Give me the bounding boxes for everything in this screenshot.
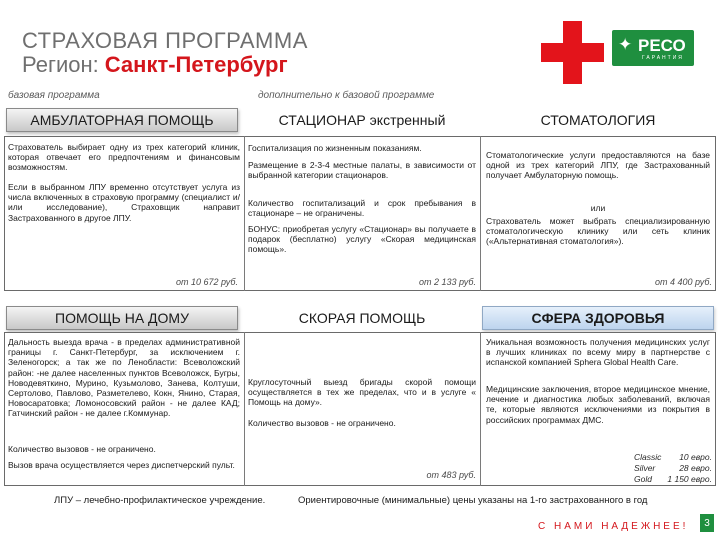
hospital-text-1: Госпитализация по жизненным показаниям. [248,143,422,153]
dentistry-text-1: Стоматологические услуги предоставляются на базе одной из трех категорий ЛПУ, где Застрахованный получает Амбулаторную помощь. [486,150,710,181]
region-city: Санкт-Петербург [104,52,288,77]
dentistry-text-2: Страхователь может выбрать специализированную стоматологическую клинику или сеть клиник («Альтернативная стоматология»). [486,216,710,247]
ambulatory-text-2: Если в выбранном ЛПУ временно отсутствует услуга из числа включенных в страховую программу (специалист и/или исследование), Страховщик направит Застрахованного в другое ЛПУ. [8,182,240,223]
tier-price: 1 150 евро. [667,474,712,484]
tier-price: 10 евро. [679,452,712,462]
home-care-text-1: Дальность выезда врача - в пределах административной границы г. Санкт-Петербург, за исключением г. Зеленогорск; а так же по Ленобласти: Всеволожский район: -не далее населенных пунктов Всеволожск, Бугры, Новодевяткино, Мурино, Кузьмолово, Занева, Колтуши, Сертолово, Павлово, Разметелево, Кокн, Янино, Старая, Новосаратовка; Ломоносовский район - не далее КАД; Гатчинский район - не далее г.Коммунар. [8,337,240,419]
bottom-divider-1 [244,332,245,486]
reso-emblem-icon: ✦ [618,35,633,54]
hospital-text-4: БОНУС: приобретая услугу «Стационар» вы получаете в подарок (бесплатно) услугу «Скорая медицинская помощь». [248,224,476,255]
home-care-text-3: Вызов врача осуществляется через диспетчерский пульт. [8,460,235,470]
caption-base-program: базовая программа [8,90,100,101]
header-home-care: ПОМОЩЬ НА ДОМУ [6,306,238,330]
tier-price: 28 евро. [679,463,712,473]
ambulance-price: от 483 руб. [426,470,476,480]
region-line [22,52,288,78]
slogan: С НАМИ НАДЕЖНЕЕ! [538,521,689,532]
reso-logo [612,30,694,66]
hospital-text-3: Количество госпитализаций и срок пребывания в стационаре – не ограничены. [248,198,476,219]
caption-extra-program: дополнительно к базовой программе [258,90,435,101]
header-ambulatory: АМБУЛАТОРНАЯ ПОМОЩЬ [6,108,238,132]
red-cross-icon [541,21,604,84]
footnote-prices: Ориентировочные (минимальные) цены указаны на 1-го застрахованного в год [298,495,648,506]
tier-name: Silver [634,463,656,473]
header-hospital: СТАЦИОНАР экстренный [246,108,478,132]
home-care-text-2: Количество вызовов - не ограничено. [8,444,156,454]
ambulance-text-2: Количество вызовов - не ограничено. [248,418,396,428]
tier-name: Gold [634,474,652,484]
sphere-text-1: Уникальная возможность получения медицинских услуг в лучших клиниках по всему миру в партнерстве с испанской компанией Sphera Global Health Care. [486,337,710,368]
dentistry-price: от 4 400 руб. [655,277,712,287]
tier-name: Classic [634,452,662,462]
ambulance-text-1: Круглосуточный выезд бригады скорой помощи осуществляется в тех же пределах, что и в услуге « Помощь на дому». [248,377,476,408]
hospital-text-2: Размещение в 2-3-4 местные палаты, в зависимости от выбранной категории стационаров. [248,160,476,181]
sphere-text-2: Медицинские заключения, второе медицинское мнение, лечение и диагностика любых заболеваний, включая те, которые являются исключениями из покрытия в российских программах ДМС. [486,384,710,425]
header-sphere-health: СФЕРА ЗДОРОВЬЯ [482,306,714,330]
region-label: Регион: [22,52,99,77]
header-ambulance: СКОРАЯ ПОМОЩЬ [246,306,478,330]
top-divider-1 [244,136,245,291]
bottom-divider-2 [480,332,481,486]
footnote-lpu: ЛПУ – лечебно-профилактическое учреждение. [54,495,266,506]
logo-text: РЕСО [638,36,686,55]
dentistry-or: или [590,203,606,213]
hospital-price: от 2 133 руб. [419,277,476,287]
header-dentistry: СТОМАТОЛОГИЯ [482,108,714,132]
ambulatory-price: от 10 672 руб. [176,277,238,287]
page-title: СТРАХОВАЯ ПРОГРАММА [22,28,308,53]
page-number: 3 [700,514,714,532]
ambulatory-text-1: Страхователь выбирает одну из трех категорий клиник, которая отвечает его предпочтениям и финансовым возможностям. [8,142,240,173]
top-divider-2 [480,136,481,291]
logo-subtext: ГАРАНТИЯ [642,55,684,61]
